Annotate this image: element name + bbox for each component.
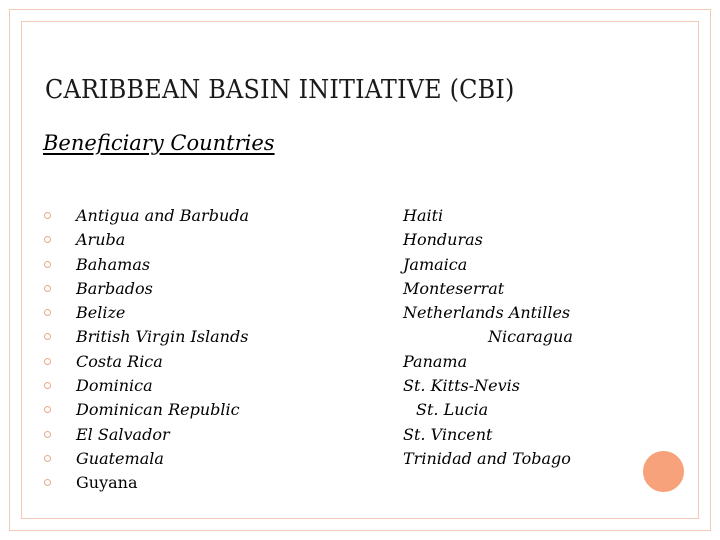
list-item <box>40 325 249 349</box>
bullet-icon <box>44 212 51 219</box>
list-item <box>40 350 249 374</box>
list-item <box>403 301 573 325</box>
bullet-icon <box>44 431 51 438</box>
bullet-icon <box>44 285 51 292</box>
bullet-icon <box>44 479 51 486</box>
country-name: Aruba <box>76 230 126 250</box>
bullet-icon <box>44 406 51 413</box>
decorative-circle <box>641 449 686 494</box>
country-name: St. Lucia <box>416 400 489 420</box>
list-item <box>40 204 249 228</box>
bullet-icon <box>44 358 51 365</box>
list-item <box>403 253 573 277</box>
country-name: Trinidad and Tobago <box>403 448 571 468</box>
country-name: St. Vincent <box>403 424 493 444</box>
list-item <box>403 374 573 398</box>
list-item <box>403 228 573 252</box>
country-name: Belize <box>76 303 126 323</box>
country-name: Barbados <box>76 278 153 298</box>
country-name: Jamaica <box>403 254 468 274</box>
bullet-icon <box>44 261 51 268</box>
country-name: Honduras <box>403 230 483 250</box>
country-name: Monteserrat <box>403 278 505 298</box>
country-name: Nicaragua <box>488 327 573 347</box>
country-name: British Virgin Islands <box>76 327 249 347</box>
list-item <box>40 398 249 422</box>
list-item <box>403 204 573 228</box>
country-name: Dominican Republic <box>76 400 240 420</box>
list-item <box>40 228 249 252</box>
list-item <box>40 374 249 398</box>
country-name: Guatemala <box>76 448 164 468</box>
list-item <box>40 423 249 447</box>
country-name: Panama <box>403 351 468 371</box>
country-name: St. Kitts-Nevis <box>403 376 520 396</box>
list-item <box>403 325 573 349</box>
list-item <box>40 447 249 471</box>
slide-subtitle: Beneficiary Countries <box>43 131 275 155</box>
country-name: Antigua and Barbuda <box>76 206 250 225</box>
list-item <box>403 447 573 471</box>
left-country-list <box>40 204 249 496</box>
country-name: El Salvador <box>76 424 170 444</box>
country-name: Dominica <box>76 376 153 396</box>
list-item <box>40 301 249 325</box>
bullet-icon <box>44 309 51 316</box>
bullet-icon <box>44 236 51 243</box>
bullet-icon <box>44 382 51 389</box>
country-name: Haiti <box>403 206 444 225</box>
country-name: Netherlands Antilles <box>403 303 571 323</box>
list-item <box>403 423 573 447</box>
list-item <box>403 398 573 422</box>
list-item <box>40 277 249 301</box>
slide-title: CARIBBEAN BASIN INITIATIVE (CBI) <box>45 75 515 105</box>
bullet-icon <box>44 333 51 340</box>
country-name: Bahamas <box>76 254 151 274</box>
list-item <box>40 471 249 495</box>
list-item <box>40 253 249 277</box>
country-name: Guyana <box>76 473 138 493</box>
list-item <box>403 277 573 301</box>
bullet-icon <box>44 455 51 462</box>
country-name: Costa Rica <box>76 351 163 371</box>
right-country-list <box>403 204 573 471</box>
list-item <box>403 350 573 374</box>
